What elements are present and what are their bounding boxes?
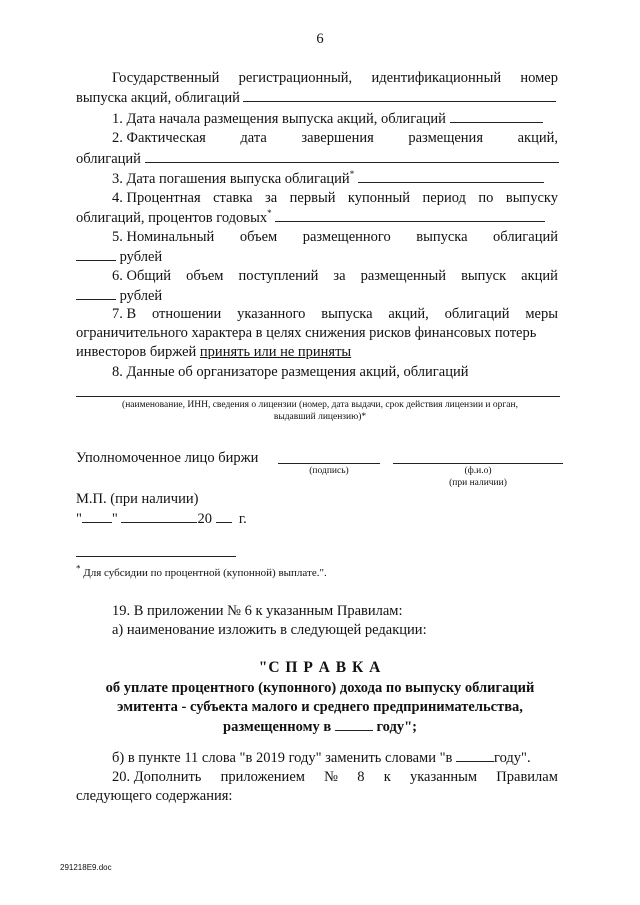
item-5-word: объем bbox=[239, 229, 278, 245]
fio-caption-2: (при наличии) bbox=[449, 478, 507, 488]
item-4-word: 4. Процентная bbox=[112, 190, 201, 206]
quote-close: " bbox=[111, 511, 118, 527]
item-2-word: размещения bbox=[408, 130, 483, 146]
paragraph-20-word: приложением bbox=[220, 769, 305, 785]
intro-word: идентификационный bbox=[371, 70, 502, 86]
item-2-word: 2. Фактическая bbox=[112, 130, 206, 146]
fill-line bbox=[76, 248, 116, 261]
item-4-word: купонный bbox=[347, 190, 411, 206]
paragraph-20-word: № bbox=[324, 769, 338, 785]
item-2-cont: облигаций bbox=[76, 151, 141, 167]
year-prefix: 20 bbox=[197, 511, 212, 527]
item-7-word: 7. В bbox=[112, 306, 137, 322]
item-6-word: выпуск bbox=[461, 268, 507, 284]
item-3-text: 3. Дата погашения выпуска облигаций bbox=[112, 171, 350, 187]
date-line bbox=[76, 510, 247, 528]
paragraph-20-word: 8 bbox=[357, 769, 365, 785]
paragraph-20-line-1 bbox=[112, 769, 558, 786]
organizer-caption-2: выдавший лицензию)* bbox=[273, 412, 367, 422]
footnote bbox=[76, 565, 327, 582]
item-2-line-2 bbox=[76, 150, 559, 168]
item-7-word: акций, bbox=[388, 306, 429, 322]
signature-caption: (подпись) bbox=[309, 466, 349, 476]
item-5-cont: рублей bbox=[119, 249, 163, 265]
item-7-line-3 bbox=[76, 344, 351, 361]
item-7-word: отношении bbox=[152, 306, 222, 322]
fill-line bbox=[145, 150, 559, 163]
item-4-cont: облигаций, процентов годовых bbox=[76, 210, 268, 226]
month-blank bbox=[121, 510, 197, 523]
item-4-word: по bbox=[478, 190, 494, 206]
year-suffix: г. bbox=[238, 511, 247, 527]
year-blank bbox=[456, 749, 494, 762]
item-6-word: размещенный bbox=[360, 268, 447, 284]
item-7-line-1 bbox=[112, 306, 558, 323]
fill-line bbox=[450, 110, 543, 123]
paragraph-19b-prefix: б) в пункте 11 слова "в 2019 году" заменить словами "в bbox=[112, 750, 453, 766]
fio-caption: (ф.и.о) bbox=[464, 466, 492, 476]
intro-line-2 bbox=[76, 89, 556, 107]
item-6-word: 6. Общий bbox=[112, 268, 172, 284]
item-7-word: выпуска bbox=[321, 306, 373, 322]
signature-line bbox=[278, 463, 380, 464]
item-4-word: первый bbox=[289, 190, 336, 206]
item-5-word: облигаций bbox=[493, 229, 558, 245]
paragraph-19b bbox=[112, 749, 531, 767]
footnote-mark: * bbox=[349, 169, 355, 180]
fill-line bbox=[76, 287, 116, 300]
year-blank bbox=[216, 510, 232, 523]
fill-line bbox=[275, 209, 545, 222]
item-6-cont: рублей bbox=[119, 288, 163, 304]
item-5-line-2 bbox=[76, 248, 162, 266]
paragraph-19b-suffix: году". bbox=[494, 750, 531, 766]
intro-word: Государственный bbox=[112, 70, 220, 86]
item-4-word: выпуску bbox=[505, 190, 558, 206]
item-4-line-2 bbox=[76, 209, 545, 227]
footnote-text: Для субсидии по процентной (купонной) выплате.". bbox=[83, 567, 327, 579]
item-3 bbox=[112, 170, 544, 188]
item-7-choice: принять или не приняты bbox=[199, 344, 352, 360]
item-1 bbox=[112, 110, 543, 128]
item-4-word: период bbox=[422, 190, 466, 206]
intro-word: регистрационный, bbox=[238, 70, 353, 86]
item-4-word: за bbox=[265, 190, 278, 206]
paragraph-19a: а) наименование изложить в следующей редакции: bbox=[112, 622, 427, 638]
paragraph-19: 19. В приложении № 6 к указанным Правилам: bbox=[112, 603, 403, 619]
fio-line bbox=[393, 463, 563, 464]
item-6-word: объем bbox=[186, 268, 224, 284]
item-2-word: завершения bbox=[301, 130, 374, 146]
paragraph-20-word: указанным bbox=[409, 769, 478, 785]
seal-label: М.П. (при наличии) bbox=[76, 491, 199, 507]
reference-title: "С П Р А В К А bbox=[258, 659, 382, 676]
item-2-word: дата bbox=[240, 130, 267, 146]
signatory-label: Уполномоченное лицо биржи bbox=[76, 450, 259, 466]
subtitle-3-prefix: размещенному в bbox=[223, 719, 332, 735]
item-7-line-3-text: инвесторов биржей bbox=[76, 344, 197, 360]
paragraph-20-word: Правилам bbox=[496, 769, 558, 785]
organizer-fill-line bbox=[76, 396, 560, 397]
item-1-text: 1. Дата начала размещения выпуска акций, облигаций bbox=[112, 111, 446, 127]
intro-line-1 bbox=[112, 70, 558, 87]
item-2-line-1 bbox=[112, 130, 558, 147]
item-6-word: акций bbox=[521, 268, 558, 284]
intro-line-2-text: выпуска акций, облигаций bbox=[76, 90, 240, 106]
item-7-word: облигаций bbox=[444, 306, 510, 322]
footnote-mark: * bbox=[76, 563, 81, 574]
page-number: 6 bbox=[316, 31, 324, 47]
organizer-caption-1: (наименование, ИНН, сведения о лицензии (номер, дата выдачи, срок действия лицензии и орган, bbox=[122, 400, 518, 410]
footnote-mark: * bbox=[267, 208, 272, 219]
subtitle-3-suffix: году"; bbox=[376, 719, 417, 735]
paragraph-20-word: 20. Дополнить bbox=[112, 769, 202, 785]
quote-open: " bbox=[76, 511, 82, 527]
day-blank bbox=[82, 510, 112, 523]
reference-subtitle-1: об уплате процентного (купонного) дохода по выпуску облигаций bbox=[105, 680, 535, 696]
document-code: 291218Е9.doc bbox=[60, 863, 112, 872]
item-5-line-1 bbox=[112, 229, 558, 246]
item-7-word: указанного bbox=[237, 306, 306, 322]
item-6-line-1 bbox=[112, 268, 558, 285]
item-8: 8. Данные об организаторе размещения акций, облигаций bbox=[112, 364, 469, 380]
item-5-word: размещенного bbox=[302, 229, 391, 245]
item-2-word: акций, bbox=[517, 130, 558, 146]
year-blank bbox=[335, 718, 373, 731]
paragraph-20-line-2: следующего содержания: bbox=[76, 788, 233, 804]
item-7-word: меры bbox=[525, 306, 558, 322]
footnote-separator bbox=[76, 556, 236, 557]
reference-subtitle-2: эмитента - субъекта малого и среднего предпринимательства, bbox=[117, 699, 523, 715]
item-6-word: поступлений bbox=[238, 268, 319, 284]
item-6-word: за bbox=[333, 268, 346, 284]
intro-word: номер bbox=[520, 70, 558, 86]
item-7-line-2: ограничительного характера в целях снижения рисков финансовых потерь bbox=[76, 325, 537, 341]
reference-subtitle-3 bbox=[0, 718, 640, 736]
paragraph-20-word: к bbox=[383, 769, 391, 785]
item-4-word: ставка bbox=[213, 190, 253, 206]
item-5-word: 5. Номинальный bbox=[112, 229, 215, 245]
fill-line bbox=[243, 89, 556, 102]
item-4-line-1 bbox=[112, 190, 558, 207]
item-5-word: выпуска bbox=[416, 229, 468, 245]
item-6-line-2 bbox=[76, 287, 162, 305]
fill-line bbox=[358, 170, 544, 183]
